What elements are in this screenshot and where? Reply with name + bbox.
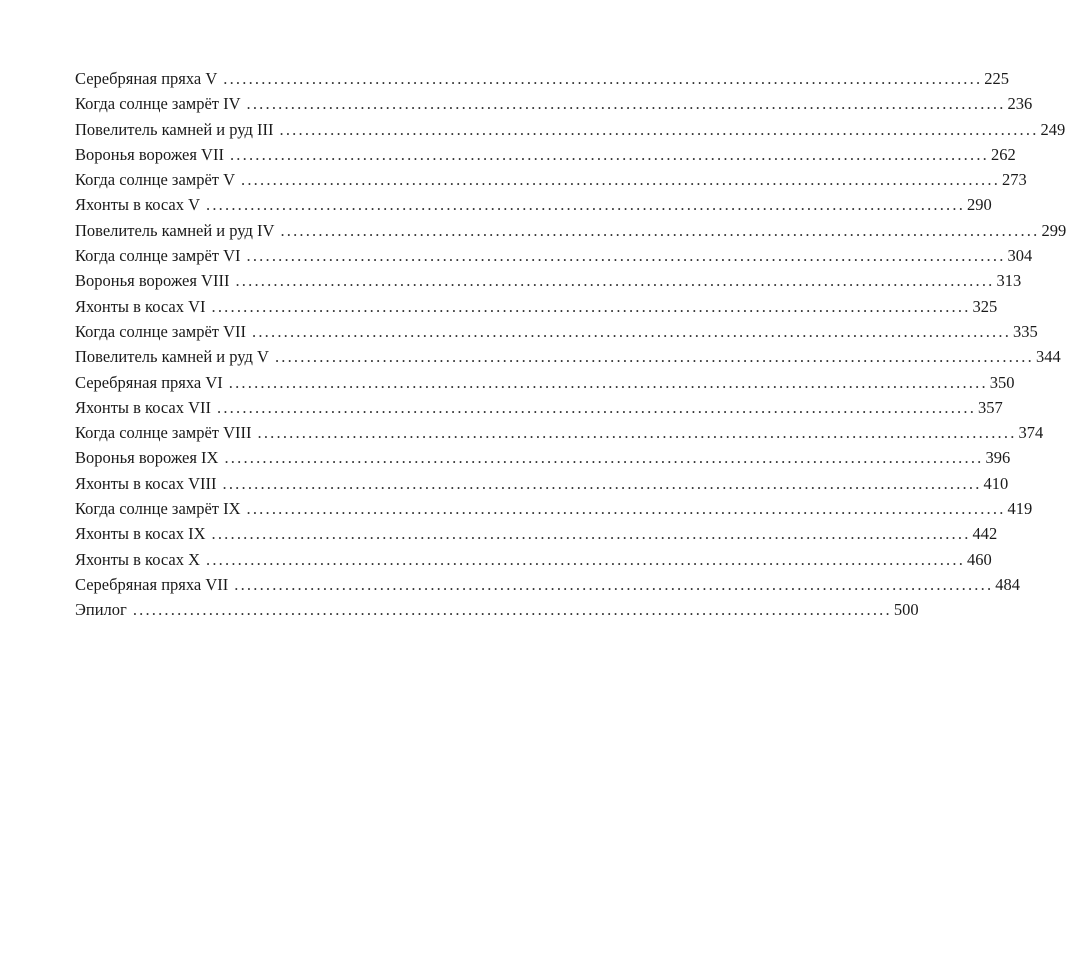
toc-entry [75, 445, 1011, 470]
toc-entry [75, 142, 1016, 167]
table-of-contents [75, 66, 1066, 623]
toc-entry-page: 273 [1002, 170, 1027, 190]
toc-dot-leader: ........................................................................................................................ [234, 574, 994, 594]
toc-entry-title: Серебряная пряха V [75, 69, 218, 88]
toc-entry-page: 442 [972, 524, 998, 544]
toc-entry-page: 410 [983, 473, 1009, 493]
toc-entry [75, 66, 1010, 91]
toc-entry-title: Когда солнце замрёт VI [75, 246, 241, 266]
toc-entry-title: Когда солнце замрёт IX [75, 499, 241, 519]
toc-entry-page: 500 [893, 600, 919, 620]
toc-entry-title: Яхонты в косах VIII [75, 473, 217, 493]
toc-entry-page: 344 [1035, 347, 1061, 367]
toc-entry [75, 192, 992, 217]
toc-entry [75, 496, 1033, 521]
toc-entry-title: Воронья ворожея VII [75, 144, 224, 164]
toc-dot-leader: ........................................................................................................................ [246, 499, 1006, 519]
toc-dot-leader: ........................................................................................................................ [246, 94, 1006, 114]
toc-entry-title: Эпилог [75, 600, 127, 620]
toc-entry-page: 374 [1018, 423, 1044, 443]
toc-entry-page: 350 [989, 372, 1015, 392]
toc-entry-title: Серебряная пряха VI [75, 372, 223, 392]
toc-entry-page: 290 [967, 195, 992, 215]
toc-entry-title: Яхонты в косах VI [75, 296, 206, 316]
toc-dot-leader: ........................................................................................................................ [252, 321, 1012, 341]
toc-dot-leader: ........................................................................................................................ [229, 144, 989, 164]
toc-entry-page: 357 [978, 397, 1003, 417]
toc-entry-page: 236 [1007, 94, 1033, 114]
toc-entry [75, 167, 1027, 192]
toc-entry [75, 370, 1015, 395]
toc-dot-leader: ........................................................................................................................ [223, 69, 983, 88]
toc-entry-title: Повелитель камней и руд IV [75, 220, 275, 240]
toc-dot-leader: ........................................................................................................................ [241, 170, 1001, 190]
toc-entry [75, 572, 1021, 597]
toc-entry [75, 547, 992, 572]
toc-entry-page: 419 [1007, 499, 1033, 519]
toc-entry-page: 262 [990, 144, 1016, 164]
toc-entry-title: Яхонты в косах X [75, 549, 201, 569]
toc-entry [75, 243, 1033, 268]
toc-entry [75, 218, 1066, 243]
toc-dot-leader: ........................................................................................................................ [246, 246, 1006, 266]
toc-entry-title: Когда солнце замрёт VIII [75, 423, 252, 443]
toc-dot-leader: ........................................................................................................................ [206, 549, 966, 569]
toc-entry [75, 395, 1003, 420]
toc-dot-leader: ........................................................................................................................ [206, 195, 966, 215]
toc-entry-page: 396 [985, 448, 1011, 468]
toc-dot-leader: ........................................................................................................................ [217, 397, 977, 417]
toc-entry-page: 325 [972, 296, 998, 316]
toc-entry-title: Когда солнце замрёт V [75, 170, 236, 190]
toc-entry-page: 313 [996, 271, 1022, 291]
toc-entry-title: Яхонты в косах IX [75, 524, 206, 544]
toc-entry-page: 335 [1013, 321, 1038, 341]
toc-dot-leader: ........................................................................................................................ [132, 600, 892, 620]
toc-entry-title: Повелитель камней и руд V [75, 347, 269, 367]
toc-entry-page: 304 [1007, 246, 1033, 266]
toc-dot-leader: ........................................................................................................................ [211, 296, 971, 316]
toc-dot-leader: ........................................................................................................................ [274, 347, 1034, 367]
toc-dot-leader: ........................................................................................................................ [224, 448, 984, 468]
toc-entry-page: 460 [967, 549, 992, 569]
toc-entry-title: Яхонты в косах VII [75, 397, 212, 417]
toc-entry [75, 268, 1022, 293]
toc-dot-leader: ........................................................................................................................ [280, 220, 1040, 240]
toc-entry [75, 117, 1066, 142]
toc-entry [75, 294, 998, 319]
toc-entry-page: 249 [1040, 119, 1066, 139]
toc-dot-leader: ........................................................................................................................ [228, 372, 988, 392]
toc-entry [75, 344, 1061, 369]
toc-entry-page: 484 [995, 574, 1021, 594]
toc-entry-title: Яхонты в косах V [75, 195, 201, 215]
toc-dot-leader: ........................................................................................................................ [279, 119, 1039, 139]
toc-entry-page: 299 [1041, 220, 1066, 240]
toc-entry [75, 521, 998, 546]
toc-dot-leader: ........................................................................................................................ [222, 473, 982, 493]
toc-entry-title: Воронья ворожея VIII [75, 271, 230, 291]
toc-entry-page: 225 [984, 69, 1010, 88]
toc-dot-leader: ........................................................................................................................ [211, 524, 971, 544]
toc-entry [75, 319, 1038, 344]
toc-entry-title: Повелитель камней и руд III [75, 119, 274, 139]
toc-dot-leader: ........................................................................................................................ [235, 271, 995, 291]
toc-entry [75, 91, 1033, 116]
toc-entry-title: Серебряная пряха VII [75, 574, 229, 594]
toc-entry [75, 471, 1009, 496]
toc-entry-title: Воронья ворожея IX [75, 448, 219, 468]
toc-entry-title: Когда солнце замрёт VII [75, 321, 247, 341]
toc-entry [75, 420, 1044, 445]
toc-entry-title: Когда солнце замрёт IV [75, 94, 241, 114]
toc-entry [75, 597, 919, 622]
toc-dot-leader: ........................................................................................................................ [257, 423, 1017, 443]
